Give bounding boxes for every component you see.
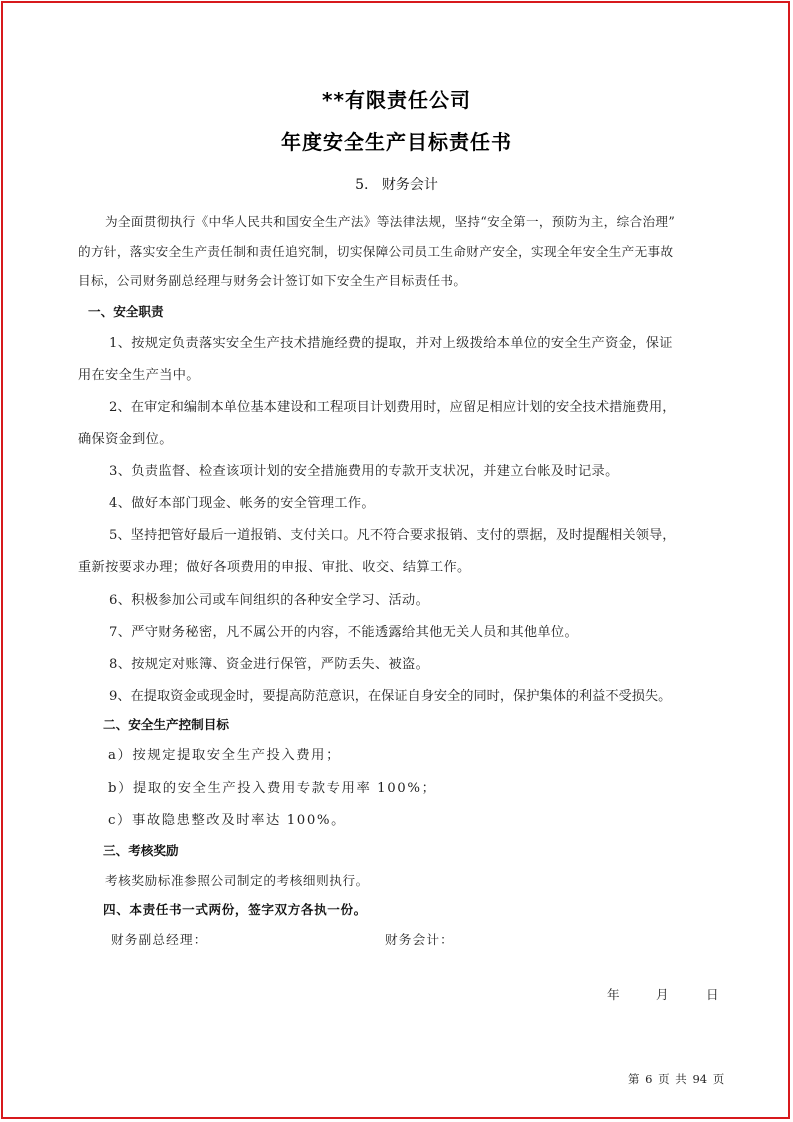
intro-line: 为全面贯彻执行《中华人民共和国安全生产法》等法律法规，坚持“安全第一，预防为主，综合治理” (105, 214, 676, 229)
date-month: 月 (656, 987, 669, 1002)
section-number: 5. (355, 177, 369, 193)
section-subtitle (0, 174, 793, 194)
duty-item-continued: 确保资金到位。 (78, 432, 173, 447)
duty-item: 4、做好本部门现金、帐务的安全管理工作。 (109, 496, 375, 511)
rewards-text: 考核奖励标准参照公司制定的考核细则执行。 (105, 873, 369, 888)
date-day: 日 (706, 987, 719, 1002)
duty-item: 3、负责监督、检查该项计划的安全措施费用的专款开支状况，并建立台帐及时记录。 (109, 464, 619, 479)
target-item: c）事故隐患整改及时率达 100%。 (108, 813, 347, 828)
section-role: 财务会计 (381, 177, 438, 193)
document-title: 年度安全生产目标责任书 (281, 130, 512, 154)
duty-item-continued: 用在安全生产当中。 (78, 368, 200, 383)
duty-item: 6、积极参加公司或车间组织的各种安全学习、活动。 (109, 593, 430, 608)
duty-item: 9、在提取资金或现金时，要提高防范意识，在保证自身安全的同时，保护集体的利益不受损失。 (109, 689, 672, 704)
section-heading-duties: 一、安全职责 (88, 304, 164, 319)
target-item: a）按规定提取安全生产投入费用； (108, 748, 341, 763)
section-heading-copies: 四、本责任书一式两份，签字双方各执一份。 (103, 902, 367, 917)
duty-item: 7、严守财务秘密，凡不属公开的内容，不能透露给其他无关人员和其他单位。 (109, 625, 579, 640)
page-number-footer: 第 6 页 共 94 页 (628, 1072, 725, 1086)
duty-item: 1、按规定负责落实安全生产技术措施经费的提取，并对上级拨给本单位的安全生产资金，保证 (109, 336, 673, 351)
target-item: b）提取的安全生产投入费用专款专用率 100%； (108, 781, 437, 796)
section-heading-rewards: 三、考核奖励 (103, 843, 179, 858)
section-heading-targets: 二、安全生产控制目标 (103, 717, 229, 732)
company-title: **有限责任公司 (322, 88, 471, 112)
signature-label-deputy-gm: 财务副总经理： (111, 932, 208, 947)
duty-item-continued: 重新按要求办理；做好各项费用的申报、审批、收交、结算工作。 (78, 560, 471, 575)
signature-label-accountant: 财务会计： (385, 932, 454, 947)
intro-line: 目标，公司财务副总经理与财务会计签订如下安全生产目标责任书。 (78, 273, 467, 288)
intro-line: 的方针，落实安全生产责任制和责任追究制，切实保障公司员工生命财产安全，实现全年安全生产无事故 (78, 244, 674, 259)
duty-item: 2、在审定和编制本单位基本建设和工程项目计划费用时，应留足相应计划的安全技术措施费用， (109, 400, 676, 415)
duty-item: 5、坚持把管好最后一道报销、支付关口。凡不符合要求报销、支付的票据，及时提醒相关领导， (109, 528, 676, 543)
duty-item: 8、按规定对账簿、资金进行保管，严防丢失、被盗。 (109, 657, 430, 672)
date-year: 年 (607, 987, 620, 1002)
